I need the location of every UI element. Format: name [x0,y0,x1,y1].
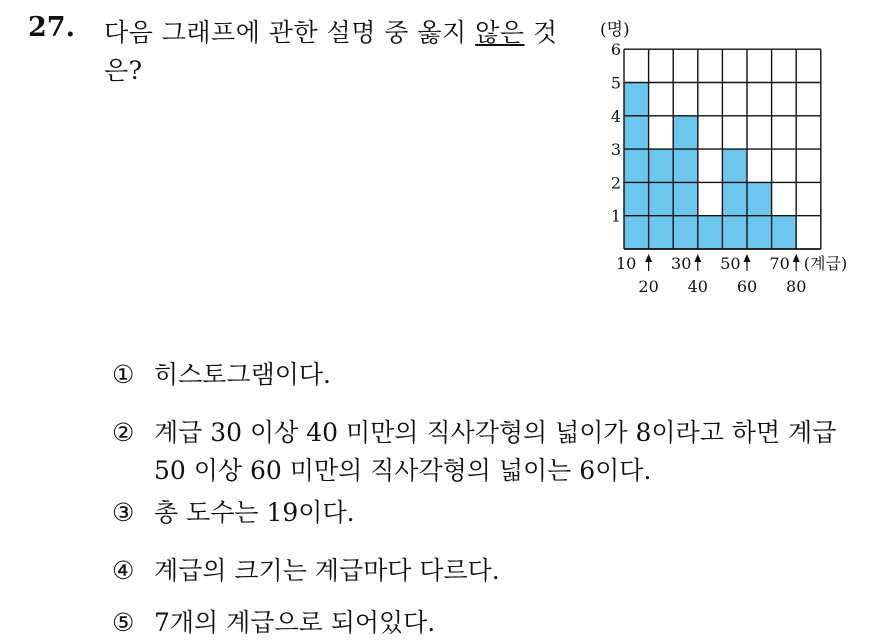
option-2-mark: ② [112,418,135,447]
option-2-text-line2: 50 이상 60 미만의 직사각형의 넓이는 6이다. [154,456,652,485]
x-tick-arrowhead [645,254,652,262]
y-tick-label: 2 [610,173,621,193]
option-4[interactable] [112,552,500,590]
x-tick-label: 80 [786,277,807,296]
x-tick-label: 30 [671,254,692,273]
x-tick-label: 40 [687,277,708,296]
question-text-part1: 다음 그래프에 관한 설명 중 옳지 [104,18,476,47]
x-tick-label: 10 [616,254,637,273]
histogram-bar [722,149,747,249]
x-axis-label: (계급) [803,254,848,273]
y-axis-label: (명) [600,20,630,40]
x-tick-label: 70 [769,254,790,273]
option-2-text-line1: 계급 30 이상 40 미만의 직사각형의 넓이가 8이라고 하면 계급 [154,418,837,447]
x-tick-label: 60 [736,277,758,296]
histogram-bar [624,83,649,250]
y-tick-label: 4 [610,106,621,126]
question-text-line2: 은? [104,56,143,85]
histogram-bar [649,149,674,249]
option-5-mark: ⑤ [112,608,135,637]
x-tick-label: 20 [638,277,659,296]
option-4-text: 계급의 크기는 계급마다 다르다. [154,556,500,585]
option-4-mark: ④ [112,556,135,585]
option-3-mark: ③ [112,498,135,527]
y-tick-label: 5 [610,73,621,93]
question-number: 27. [28,12,75,43]
x-tick-label: 50 [720,254,741,273]
option-1-mark: ① [112,360,135,389]
y-tick-label: 3 [610,140,621,160]
histogram-bar [772,216,797,249]
question-underlined-word: 않은 [475,18,525,47]
x-tick-arrowhead [744,254,751,262]
option-2[interactable] [112,414,836,490]
question-text-part2: 것 [524,18,558,47]
option-1-text: 히스토그램이다. [154,360,331,389]
y-tick-label: 1 [610,206,621,226]
x-tick-arrowhead [793,254,800,262]
option-5-text: 7개의 계급으로 되어있다. [154,608,436,637]
question-text [104,14,594,90]
option-3-text: 총 도수는 19이다. [154,498,355,527]
histogram-chart [600,18,862,298]
histogram-bar [698,216,723,249]
option-1[interactable] [112,356,331,394]
x-tick-arrowhead [694,254,701,262]
option-5[interactable] [112,604,435,642]
option-3[interactable] [112,494,355,532]
y-tick-label: 6 [610,40,621,60]
